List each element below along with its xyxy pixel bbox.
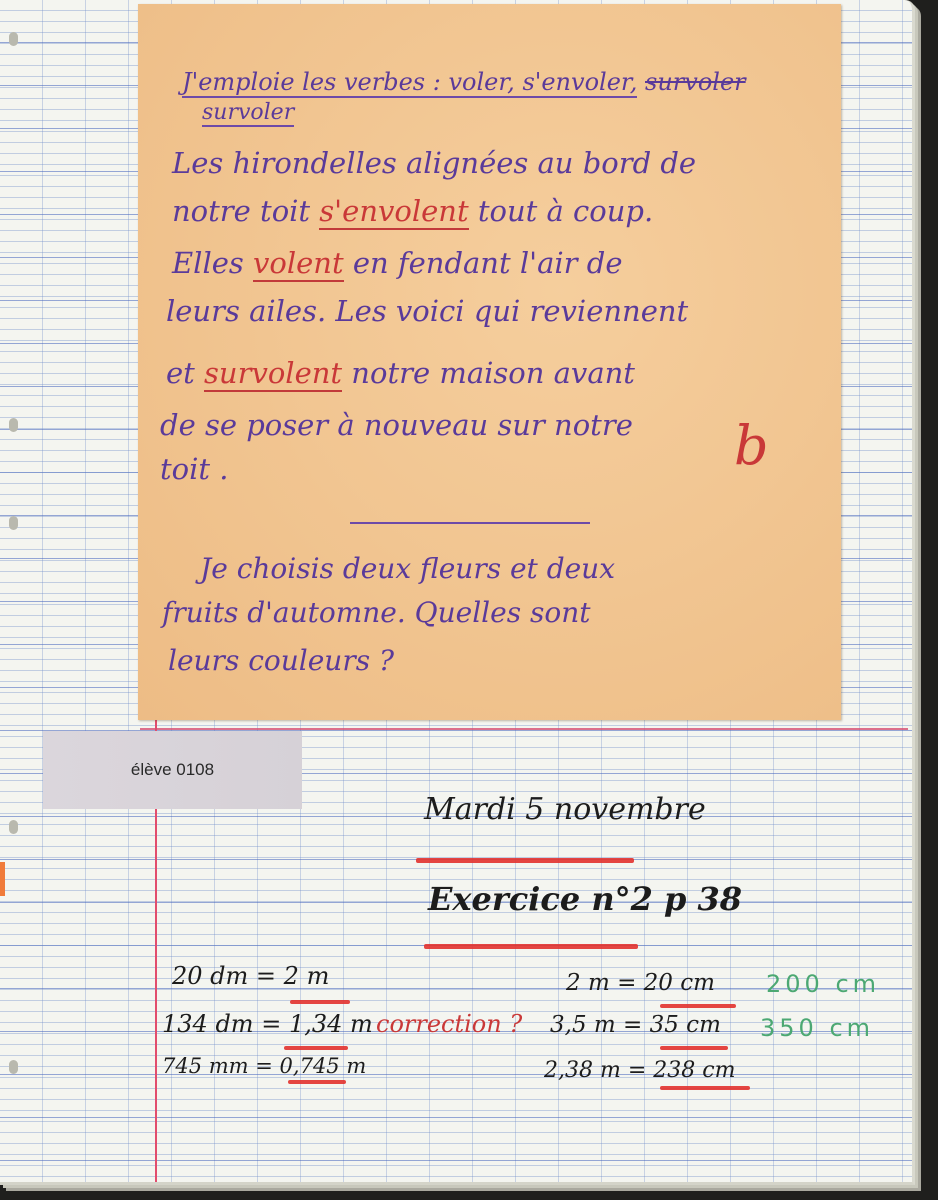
red-underline (284, 1046, 348, 1050)
verb-answer: survolent (204, 356, 343, 390)
conversion-row: 2,38 m = 238 cm (544, 1058, 736, 1083)
red-underline (290, 1000, 350, 1004)
verb-answer: volent (252, 246, 344, 280)
correction-green: 350 cm (760, 1014, 875, 1042)
red-underline (288, 1080, 346, 1084)
text-line-1: Les hirondelles alignées au bord de (172, 146, 697, 180)
red-underline (416, 858, 634, 863)
red-underline (660, 1046, 728, 1050)
question-line-3: leurs couleurs ? (168, 644, 395, 677)
conversion-row: 3,5 m = 35 cm (550, 1012, 721, 1038)
instruction-struck-word: survoler (645, 68, 746, 96)
verb-answer: s'envolent (319, 194, 469, 228)
conversion-row: 2 m = 20 cm (566, 970, 715, 996)
binding-hole (9, 1060, 18, 1074)
binding-hole (9, 820, 18, 834)
conversion-row: 20 dm = 2 m (172, 962, 330, 990)
text-line-7: toit . (160, 452, 229, 486)
binding-hole (9, 516, 18, 530)
teacher-remark: correction ? (376, 1010, 523, 1038)
text-line-4: leurs ailes. Les voici qui reviennent (166, 294, 689, 328)
question-line-2: fruits d'automne. Quelles sont (162, 596, 591, 629)
question-line-1: Je choisis deux fleurs et deux (200, 552, 616, 585)
grade-mark: b (734, 414, 769, 477)
pasted-exercise-sheet (138, 4, 841, 720)
instruction-text: J'emploie les verbes : voler, s'envoler, (182, 68, 638, 96)
text-line-3: Elles volent en fendant l'air de (172, 246, 623, 280)
conversion-row: 745 mm = 0,745 m (162, 1054, 367, 1078)
student-label: élève 0108 (43, 731, 302, 809)
text-line-2: notre toit s'envolent tout à coup. (172, 194, 654, 228)
margin-header-line (140, 728, 908, 730)
red-underline (660, 1086, 750, 1090)
section-divider (350, 522, 590, 524)
binding-tab-mark (0, 862, 5, 896)
red-underline (660, 1004, 736, 1008)
correction-green: 200 cm (766, 970, 881, 998)
instruction-line (182, 68, 746, 96)
text-line-5: et survolent notre maison avant (166, 356, 635, 390)
red-underline (424, 944, 638, 949)
binding-hole (9, 32, 18, 46)
exercise-title: Exercice n°2 p 38 (428, 880, 743, 918)
conversion-row: 134 dm = 1,34 m (162, 1010, 373, 1038)
instruction-correction: survoler (202, 100, 295, 125)
binding-hole (9, 418, 18, 432)
text-line-6: de se poser à nouveau sur notre (160, 408, 633, 442)
date-heading: Mardi 5 novembre (424, 792, 706, 827)
